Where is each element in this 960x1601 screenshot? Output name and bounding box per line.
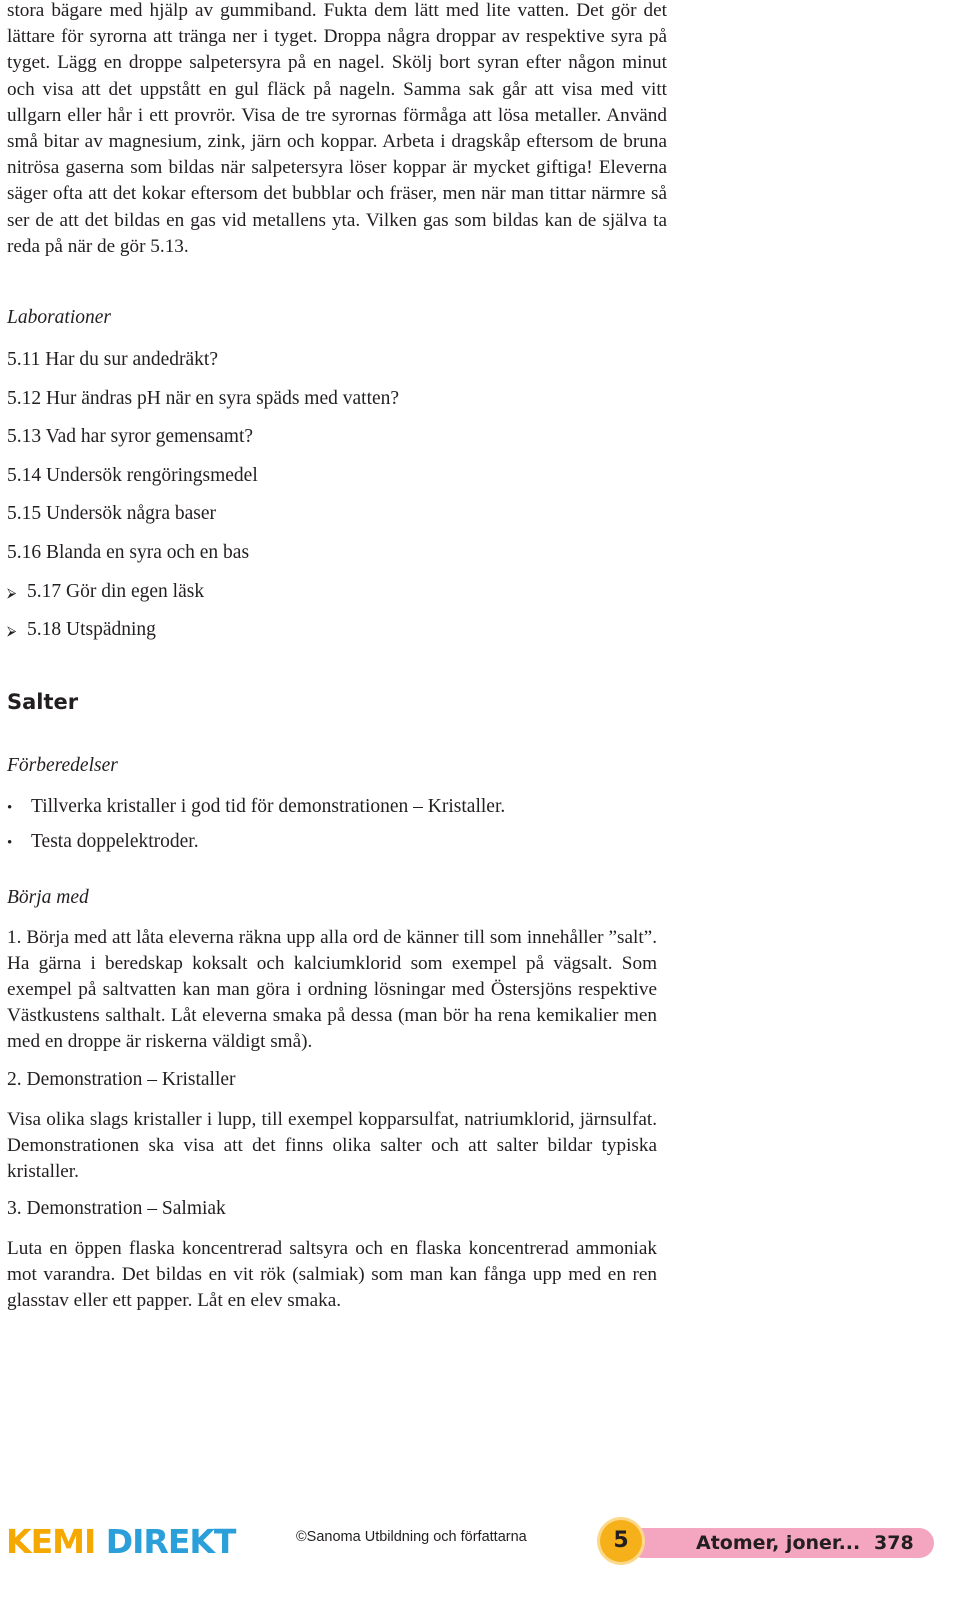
section-title: Salter [7, 690, 79, 714]
step-2-title: 2. Demonstration – Kristaller [7, 1069, 236, 1090]
preparations-heading: Förberedelser [7, 755, 118, 776]
lab-item: 5.13 Vad har syror gemensamt? [7, 426, 254, 448]
lab-list [7, 347, 399, 656]
chapter-tab [598, 1518, 934, 1564]
step-2-paragraph: Visa olika slags kristaller i lupp, till exempel kopparsulfat, natriumklorid, järnsulfat. Demonstrationen ska visa att det finns olika salter och att salter bildar typiska kristaller. [7, 1109, 657, 1183]
start-heading: Börja med [7, 887, 89, 908]
chapter-number: 5 [613, 1528, 629, 1553]
list-item: • Testa doppelektroder. [7, 829, 505, 864]
lab-item: 5.12 Hur ändras pH när en syra späds med vatten? [7, 387, 400, 409]
arrow-icon: ⮚ [7, 584, 17, 600]
intro-paragraph: stora bägare med hjälp av gummiband. Fukta dem lätt med lite vatten. Det gör det lättare för syrorna att tränga ner i tyget. Droppa några droppar av respektive syra på tyget. Lägg en droppe salpetersyra på en nagel. Skölj bort syran efter någon minut och visa att det uppstått en gul fläck på nageln. Samma sak går att visa med vitt ullgarn eller hår i ett provrör. Visa de tre syrornas förmåga att lösa metaller. Använd små bitar av magnesium, zink, järn och koppar. Arbeta i dragskåp eftersom de bruna nitrösa gaserna som bildas när salpetersyra löser koppar är mycket giftiga! Eleverna säger ofta att det kokar eftersom det bubblar och fräser, men när man tittar närmre så ser de att det bildas en gas vid metallens yta. Vilken gas som bildas kan de själva ta reda på när de gör 5.13. [7, 0, 667, 257]
lab-item: 5.11 Har du sur andedräkt? [7, 349, 218, 370]
preparations-list [7, 794, 505, 863]
chapter-title: Atomer, joner... [696, 1532, 861, 1554]
kemi-direkt-logo: KEMI DIREKT [6, 1522, 236, 1561]
list-item: • Tillverka kristaller i god tid för demonstrationen – Kristaller. [7, 794, 505, 829]
copyright-text: ©Sanoma Utbildning och författarna [296, 1529, 527, 1545]
step-1-paragraph: 1. Börja med att låta eleverna räkna upp alla ord de känner till som innehåller ”salt”. Ha gärna i beredskap koksalt och kalciumklorid som exempel på vägsalt. Som exempel på saltvatten kan man göra i ordning lösningar med Östersjöns respektive Västkustens salthalt. Låt eleverna smaka på dessa (man bör ha rena kemikalier men med en droppe är riskerna väldigt små). [7, 927, 657, 1053]
bullet-icon: • [7, 834, 13, 851]
lab-item: ⮚ 5.18 Utspädning [7, 617, 399, 656]
lab-item: ⮚ 5.17 Gör din egen läsk [7, 579, 399, 618]
lab-item: 5.16 Blanda en syra och en bas [7, 541, 250, 563]
page-number: 378 [874, 1532, 914, 1554]
step-3-title: 3. Demonstration – Salmiak [7, 1198, 226, 1219]
lab-item: 5.14 Undersök rengöringsmedel [7, 464, 258, 486]
step-3-paragraph: Luta en öppen flaska koncentrerad saltsyra och en flaska koncentrerad ammoniak mot varandra. Det bildas en vit rök (salmiak) som man kan fånga upp med en ren glasstav eller ett papper. Låt en elev smaka. [7, 1238, 657, 1312]
arrow-icon: ⮚ [7, 623, 17, 639]
page-footer [0, 1512, 960, 1572]
labs-heading: Laborationer [7, 307, 112, 328]
bullet-icon: • [7, 800, 13, 816]
lab-item: 5.15 Undersök några baser [7, 503, 217, 525]
